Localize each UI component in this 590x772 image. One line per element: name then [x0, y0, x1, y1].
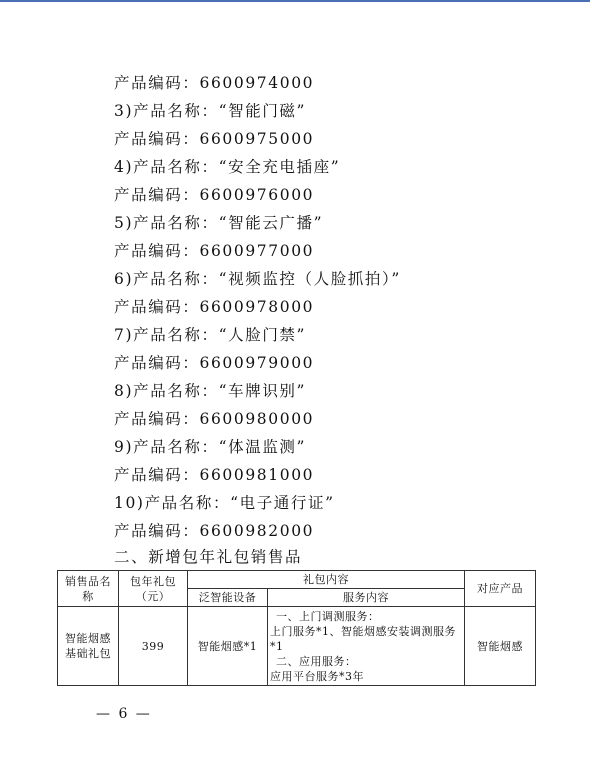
product-line: 产品编码：6600978000 — [114, 298, 315, 316]
service-line: 应用平台服务*3年 — [270, 669, 364, 683]
product-line: 5)产品名称：“智能云广播” — [114, 214, 324, 232]
header-sales-name: 销售品名称 — [58, 571, 119, 607]
product-line: 产品编码：6600979000 — [114, 354, 315, 372]
cell-sales-name: 智能烟感基础礼包 — [58, 607, 119, 686]
table-header-row — [58, 571, 536, 589]
product-line: 9)产品名称：“体温监测” — [114, 438, 307, 456]
product-line: 6)产品名称：“视频监控（人脸抓拍）” — [114, 270, 401, 288]
product-line: 产品编码：6600975000 — [114, 130, 315, 148]
gift-package-table — [57, 570, 536, 686]
section-title: 二、新增包年礼包销售品 — [114, 548, 303, 566]
product-line: 4)产品名称：“安全充电插座” — [114, 158, 341, 176]
service-line: 上门服务*1、智能烟感安装调测服务*1 — [270, 624, 456, 653]
product-list — [114, 71, 401, 547]
top-rule — [0, 0, 590, 2]
product-line: 10)产品名称：“电子通行证” — [114, 494, 335, 512]
header-content: 礼包内容 — [188, 571, 465, 589]
product-line: 产品编码：6600976000 — [114, 186, 315, 204]
cell-annual-price: 399 — [119, 607, 188, 686]
product-line: 产品编码：6600977000 — [114, 242, 315, 260]
header-service: 服务内容 — [268, 589, 465, 607]
cell-device: 智能烟感*1 — [188, 607, 268, 686]
service-line: 一、上门调测服务： — [276, 609, 380, 623]
header-product: 对应产品 — [465, 571, 536, 607]
product-line: 产品编码：6600981000 — [114, 466, 315, 484]
product-line: 3)产品名称：“智能门磁” — [114, 102, 307, 120]
cell-service — [268, 607, 465, 686]
header-annual-price: 包年礼包（元） — [119, 571, 188, 607]
cell-product: 智能烟感 — [465, 607, 536, 686]
product-line: 产品编码：6600980000 — [114, 410, 315, 428]
service-line: 二、应用服务： — [276, 654, 357, 668]
page-number: — 6 — — [96, 706, 152, 722]
product-line: 7)产品名称：“人脸门禁” — [114, 326, 307, 344]
product-line: 8)产品名称：“车牌识别” — [114, 382, 307, 400]
table-row — [58, 607, 536, 686]
header-device: 泛智能设备 — [188, 589, 268, 607]
product-line: 产品编码：6600974000 — [114, 74, 315, 92]
product-line: 产品编码：6600982000 — [114, 522, 315, 540]
